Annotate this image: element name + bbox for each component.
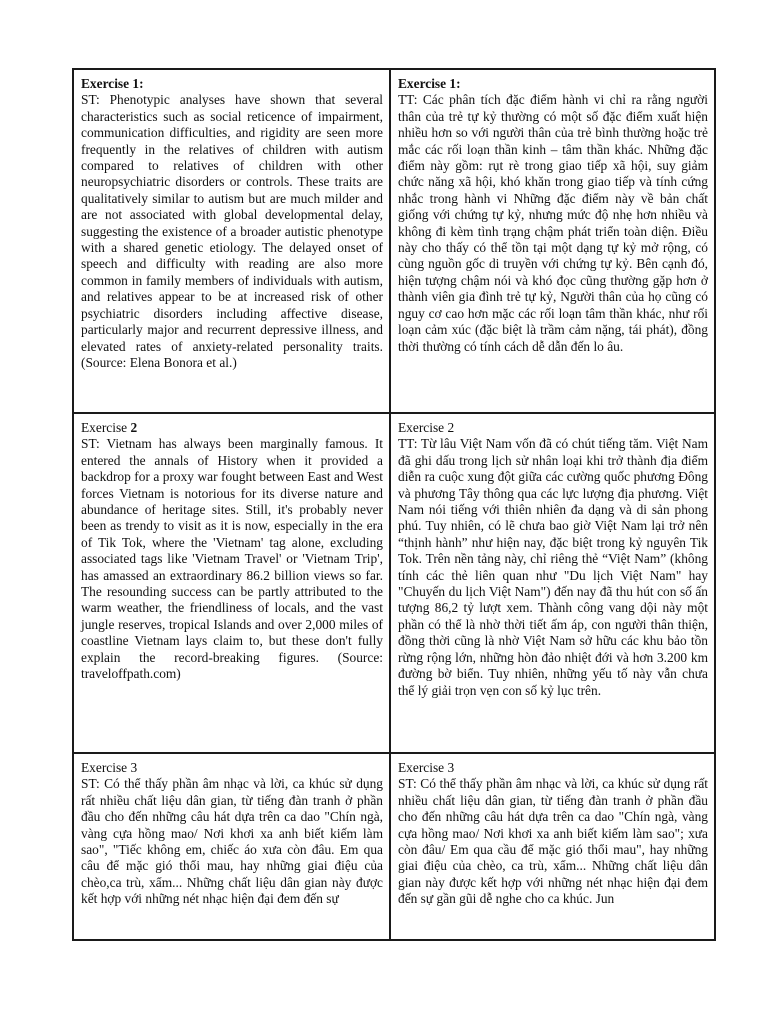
- exercise-text: TT: Các phân tích đặc điểm hành vi chỉ ra rằng người thân của trẻ tự kỷ thường có một số đặc điểm xuất hiện nhiều hơn so với người thân của trẻ bình thường hoặc trẻ mắc các rối loạn thần kinh – tâm thần khác. Những đặc điểm này gồm: rụt rè trong giao tiếp xã hội, suy giảm chức năng xã hội, khó khăn trong giao tiếp và tính cứng nhắc trong hành vi Những đặc điểm này về bản chất giống với chứng tự kỷ, nhưng mức độ nhẹ hơn nhiều và không đi kèm tình trạng chậm phát triển toàn diện. Điều này cho thấy có thể tồn tại một dạng tự kỷ mở rộng, có cùng nguồn gốc di truyền với chứng tự kỷ. Bên cạnh đó, hiện tượng chậm nói và khó đọc cũng thường gặp hơn ở thành viên gia đình trẻ tự kỷ, Người thân của họ cũng có nguy cơ cao hơn mặc các rối loạn tâm thần khác, như rối loạn cảm xúc (đặc biệt là trầm cảm nặng, tái phát), đồng thời thường có tính cách dễ dẫn đến lo âu.: [398, 92, 708, 354]
- exercise-text: ST: Vietnam has always been marginally famous. It entered the annals of History when it provided a backdrop for a proxy war fought between East and West forces Vietnam is notorious for its diverse nature and abundance of heritage sites. Still, it's probably never been as trendy to visit as it is now, especially in the era of Tik Tok, where the 'Vietnam' tag alone, excluding associated tags like 'Vietnam Travel' or 'Vietnam Trip', has amassed an extraordinary 86.2 billion views so far. The resounding success can be partly attributed to the warm weather, the friendliness of locals, and the vast jungle reserves, tropical Islands and over 2,000 miles of coastline Vietnam lays claim to, but these don't fully explain the record-breaking figures. (Source: traveloffpath.com): [81, 436, 383, 682]
- source-cell: [73, 753, 390, 940]
- table-row: [73, 413, 715, 753]
- exercise-heading: Exercise 3: [81, 760, 138, 775]
- source-cell: [73, 69, 390, 413]
- table-row: [73, 753, 715, 940]
- translation-cell: [390, 413, 715, 753]
- exercise-heading-prefix: Exercise: [81, 420, 131, 435]
- exercise-heading: Exercise 3: [398, 760, 455, 775]
- translation-cell: [390, 69, 715, 413]
- exercise-table: [72, 68, 716, 941]
- table-row: [73, 69, 715, 413]
- exercise-heading: Exercise 1:: [398, 76, 461, 91]
- exercise-text: TT: Từ lâu Việt Nam vốn đã có chút tiếng tăm. Việt Nam đã ghi dấu trong lịch sử nhân loại khi trở thành địa điểm diễn ra cuộc xung đột giữa các cường quốc phương Đông và phương Tây thông qua các lực lượng địa phương. Việt Nam nói tiếng với thiên nhiên đa dạng và di sản phong phú. Tuy nhiên, có lẽ chưa bao giờ Việt Nam lại trở nên “thịnh hành” như hiện nay, đặc biệt trong kỷ nguyên Tik Tok. Trên nền tảng này, chỉ riêng thẻ “Việt Nam” (không tính các thẻ liên quan như "Du lịch Việt Nam" hay "Chuyến du lịch Việt Nam") đến nay đã thu hút con số ấn tượng 86,2 tỷ lượt xem. Thành công vang dội này một phần có thể là nhờ thời tiết ấm áp, con người thân thiện, đồng thời cũng là nhờ Việt Nam sở hữu các khu bảo tồn rừng rộng lớn, những hòn đảo nhiệt đới và hơn 3.200 km đường bờ biển. Tuy nhiên, những yếu tố này vẫn chưa thể lý giải trọn vẹn con số kỷ lục trên.: [398, 436, 708, 698]
- exercise-heading: [81, 420, 383, 436]
- exercise-text: ST: Phenotypic analyses have shown that several characteristics such as social reticence of impairment, communication difficulties, and rigidity are seen more frequently in the relatives of children with autism compared to relatives of children with other neuropsychiatric disorders or controls. These traits are qualitatively similar to autism but are much milder and are not associated with global developmental delay, suggesting the existence of a broader autistic phenotype with a shared genetic etiology. The delayed onset of speech and difficulty with reading are also more common in family members of individuals with autism, and relatives appear to be at increased risk of other psychiatric disorders including affective disease, particularly major and recurrent depressive illness, and elevated rates of anxiety-related personality traits. (Source: Elena Bonora et al.): [81, 92, 383, 370]
- exercise-text: ST: Có thể thấy phần âm nhạc và lời, ca khúc sử dụng rất nhiều chất liệu dân gian, từ tiếng đàn tranh ở phần đầu cho đến những câu hát dựa trên ca dao "Chín ngà, vàng cựa hồng mao/ Nơi khơi xa anh biết kiếm làm sao"; xưa còn đâu/ Em qua cầu để mặc gió thổi mau", hay những giai điệu của chèo, ca trù, xẩm... Những chất liệu dân gian này được kết hợp với những nét nhạc hiện đại đem đến sự gần gũi dễ nghe cho ca khúc. Jun: [398, 776, 708, 907]
- exercise-heading: Exercise 2: [398, 420, 455, 435]
- exercise-text: ST: Có thể thấy phần âm nhạc và lời, ca khúc sử dụng rất nhiều chất liệu dân gian, từ tiếng đàn tranh ở phần đầu cho đến những câu hát dựa trên ca dao "Chín ngà, vàng cựa hồng mao/ Nơi khơi xa anh biết kiếm làm sao", "Tiếc không em, chiếc áo xưa còn đâu. Em qua câu để mặc gió thổi mau, hay những giai điệu của chèo,ca trù, xẩm... Những chất liệu dân gian này được kết hợp với những nét nhạc hiện đại đem đến sự: [81, 776, 383, 907]
- exercise-heading-number: 2: [130, 420, 138, 435]
- exercise-heading: Exercise 1:: [81, 76, 144, 91]
- source-cell: [73, 413, 390, 753]
- translation-cell: [390, 753, 715, 940]
